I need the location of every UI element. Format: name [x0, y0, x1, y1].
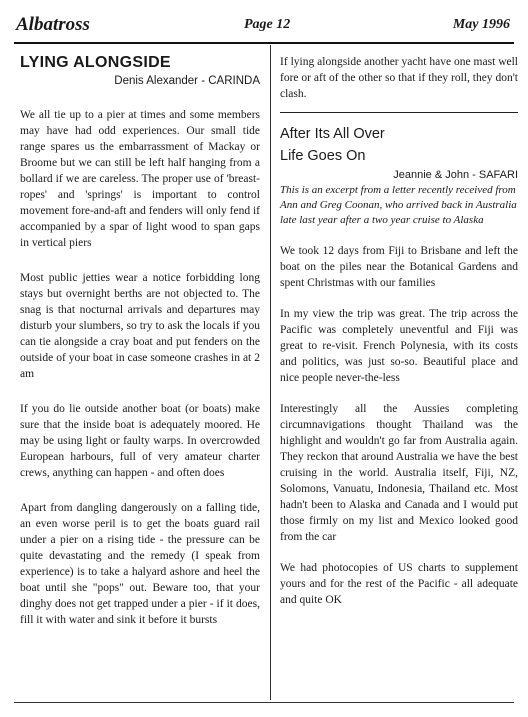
- title-line: Life Goes On: [280, 148, 366, 164]
- left-column: [20, 54, 260, 628]
- paragraph: We had photocopies of US charts to supplement yours and for the rest of the Pacific - all adequate and quite OK: [280, 562, 518, 606]
- column-divider: [270, 45, 271, 700]
- paragraph: We took 12 days from Fiji to Brisbane and left the boat on the piles near the Botanical Gardens and spent Christmas with our families: [280, 245, 518, 289]
- paragraph: We all tie up to a pier at times and some members may have had odd experiences. Our small tide range spares us the embarrassment of Mackay or Broome but we can still be left half hanging from a bollard if we are careless. The proper use of 'breast-ropes' and 'springs' is important to control movement fore-and-aft and fenders will only fend if accompanied by a spar of light wood to span gaps in vertical piers: [20, 109, 260, 249]
- paragraph: In my view the trip was great. The trip across the Pacific was completely uneventful and Fiji was great to re-visit. French Polynesia, with its costs and politics, was just so-so. Beautiful place and nice people never-the-less: [280, 308, 518, 384]
- page-number: Page 12: [244, 17, 291, 32]
- article-separator: [280, 112, 518, 113]
- article-title-after-its-all-over: [280, 123, 518, 167]
- article-title-lying-alongside: LYING ALONGSIDE: [20, 54, 171, 71]
- title-line: After Its All Over: [280, 126, 385, 142]
- right-column: [280, 54, 518, 608]
- article-byline: Denis Alexander - CARINDA: [114, 75, 260, 87]
- footer-rule: [14, 702, 514, 703]
- paragraph: Apart from dangling dangerously on a falling tide, an even worse peril is to get the boats guard rail under a pier on a rising tide - the pressure can be quite devastating and the remedy (I speak from experience) is to take a halyard ashore and heel the boat until she "pops" out. Beware too, that your dinghy does not get trapped under a pier - if it does, fill it with water and sink it before it bursts: [20, 502, 260, 626]
- article-byline: Jeannie & John - SAFARI: [393, 169, 518, 181]
- header-rule: [14, 42, 514, 44]
- continued-paragraph: If lying alongside another yacht have one mast well fore or aft of the other so that if they roll, they don't clash.: [280, 56, 518, 100]
- page-header: [16, 10, 512, 42]
- paragraph: Most public jetties wear a notice forbidding long stays but overnight berths are not objected to. The snag is that nocturnal arrivals and departures may disturb your slumbers, so try to ask the locals if you can tie alongside a cray boat and put fenders on the outside of your boat in case someone crashes in at 2 am: [20, 272, 260, 380]
- paragraph: If you do lie outside another boat (or boats) make sure that the inside boat is adequately moored. He may be using light or faulty warps. In overcrowded European harbours, full of very amateur charter crews, anything can happen - and often does: [20, 403, 260, 479]
- issue-date: May 1996: [452, 17, 510, 32]
- paragraph: Interestingly all the Aussies completing circumnavigations thought Thailand was the highlight and wouldn't go far from Australia again. They reckon that around Australia we have the best cruising in the world. Australia itself, Fiji, NZ, Solomons, Vanuatu, Indonesia, Thailand etc. Most hadn't been to Alaska and Canada and I would put those firmly on my list and Mexico looked good from the car: [280, 403, 518, 543]
- article-intro: This is an excerpt from a letter recently received from Ann and Greg Coonan, who arrived back in Australia late last year after a two year cruise to Alaska: [280, 184, 517, 226]
- publication-name: Albatross: [16, 14, 90, 35]
